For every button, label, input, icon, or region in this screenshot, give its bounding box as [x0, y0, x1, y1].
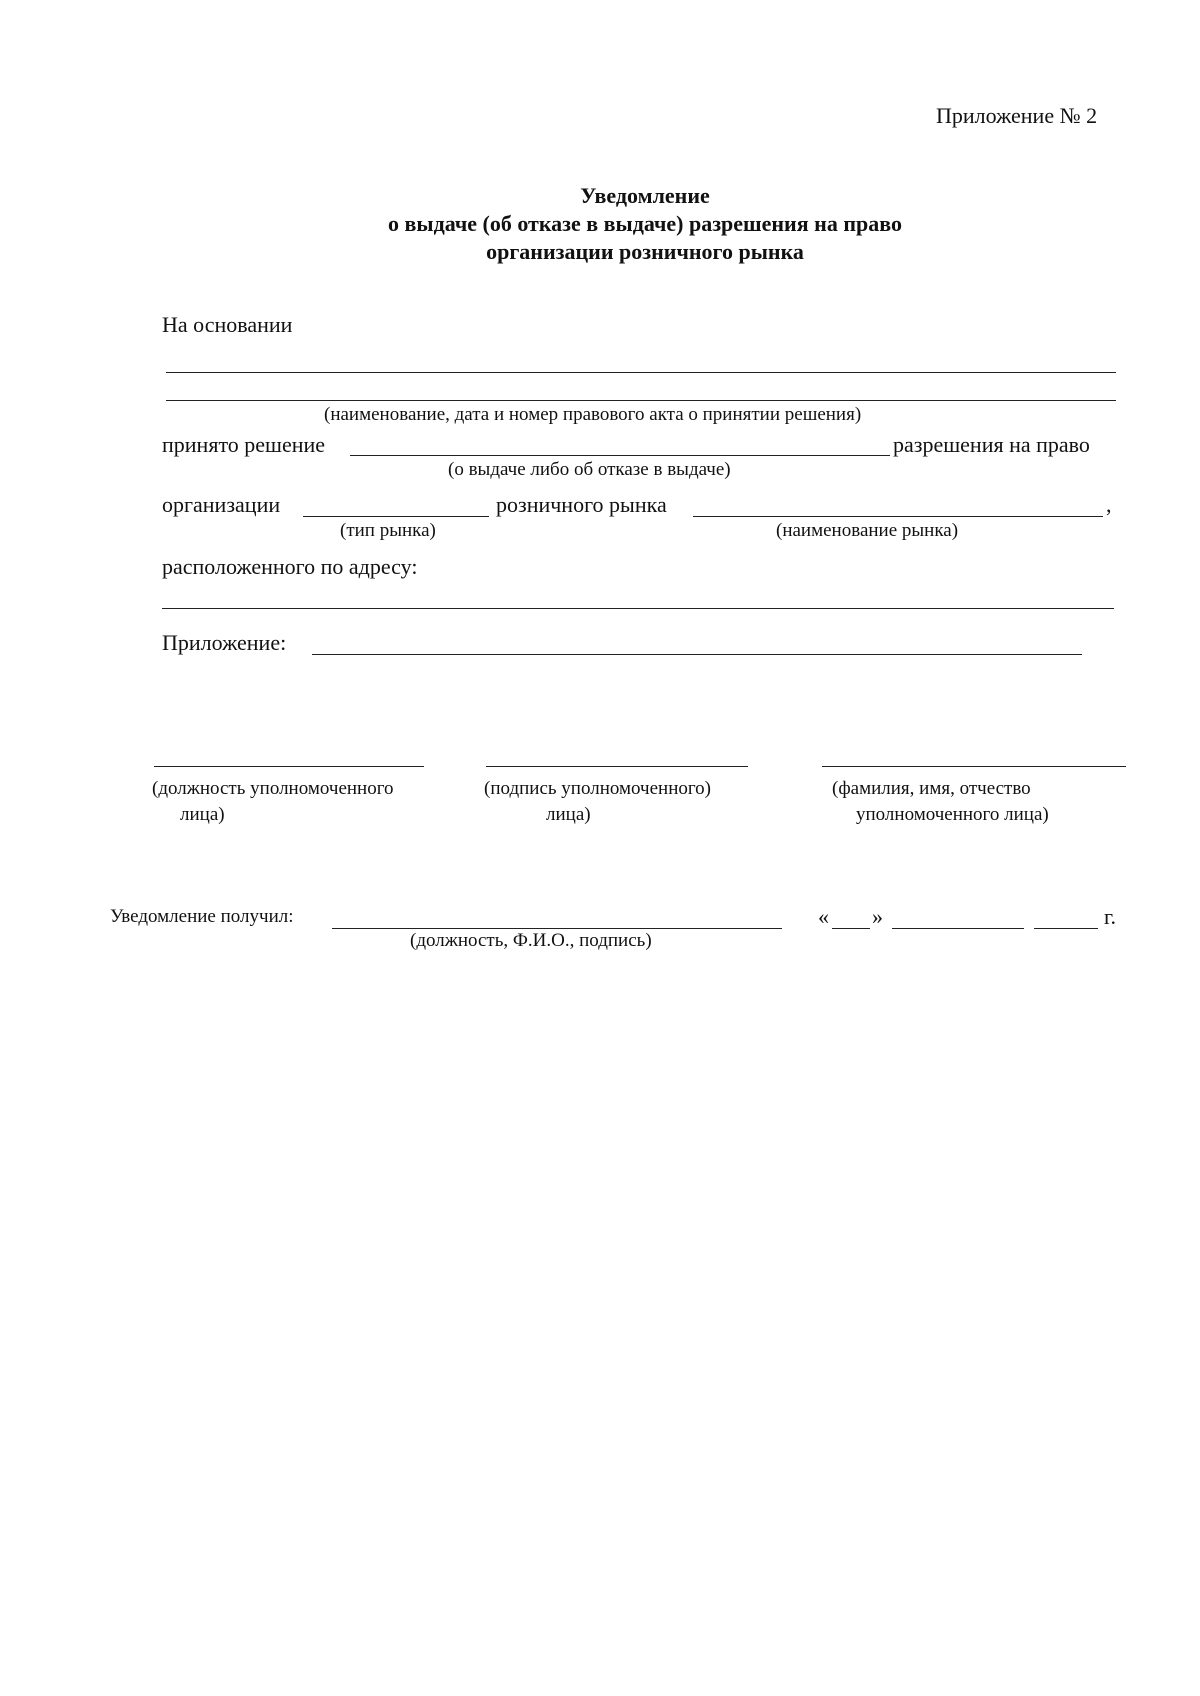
market-name-caption: (наименование рынка): [776, 520, 959, 541]
decision-suffix: разрешения на право: [893, 432, 1090, 457]
attachment-field-line[interactable]: [312, 654, 1082, 655]
attachment-label: Приложение:: [162, 630, 287, 655]
fullname-caption-line-1: (фамилия, имя, отчество: [832, 778, 1031, 799]
organization-label: организации: [162, 492, 281, 517]
signature-caption-line-2: лица): [546, 804, 591, 825]
position-signature-line[interactable]: [154, 766, 424, 767]
document-title-line-2: о выдаче (об отказе в выдаче) разрешения на право: [388, 211, 902, 236]
retail-market-label: розничного рынка: [496, 492, 667, 517]
receipt-year-suffix: г.: [1104, 904, 1117, 929]
address-label: расположенного по адресу:: [162, 554, 418, 579]
receipt-quote-close: »: [872, 904, 883, 929]
document-title-line-1: Уведомление: [580, 183, 710, 208]
basis-field-line-2[interactable]: [166, 400, 1116, 401]
signature-caption-line-1: (подпись уполномоченного): [484, 778, 712, 799]
market-name-field-line[interactable]: [693, 516, 1103, 517]
receipt-label: Уведомление получил:: [110, 906, 294, 927]
fullname-caption-line-2: уполномоченного лица): [856, 804, 1049, 825]
decision-caption: (о выдаче либо об отказе в выдаче): [448, 459, 731, 480]
fullname-signature-line[interactable]: [822, 766, 1126, 767]
position-caption-line-1: (должность уполномоченного: [152, 778, 394, 799]
document-title-line-3: организации розничного рынка: [486, 239, 804, 264]
receipt-year-field-line[interactable]: [1034, 928, 1098, 929]
receipt-day-field-line[interactable]: [832, 928, 870, 929]
basis-label: На основании: [162, 312, 293, 337]
market-type-field-line[interactable]: [303, 516, 489, 517]
receipt-caption: (должность, Ф.И.О., подпись): [410, 930, 652, 951]
address-field-line[interactable]: [162, 608, 1114, 609]
market-type-caption: (тип рынка): [340, 520, 436, 541]
appendix-number-label: Приложение № 2: [936, 103, 1098, 128]
receipt-quote-open: «: [818, 904, 829, 929]
basis-caption: (наименование, дата и номер правового акта о принятии решения): [324, 404, 862, 425]
receipt-field-line[interactable]: [332, 928, 782, 929]
decision-label: принято решение: [162, 432, 326, 457]
signature-line[interactable]: [486, 766, 748, 767]
decision-field-line[interactable]: [350, 455, 890, 456]
position-caption-line-2: лица): [180, 804, 225, 825]
basis-field-line-1[interactable]: [166, 372, 1116, 373]
comma: ,: [1106, 492, 1112, 517]
receipt-month-field-line[interactable]: [892, 928, 1024, 929]
